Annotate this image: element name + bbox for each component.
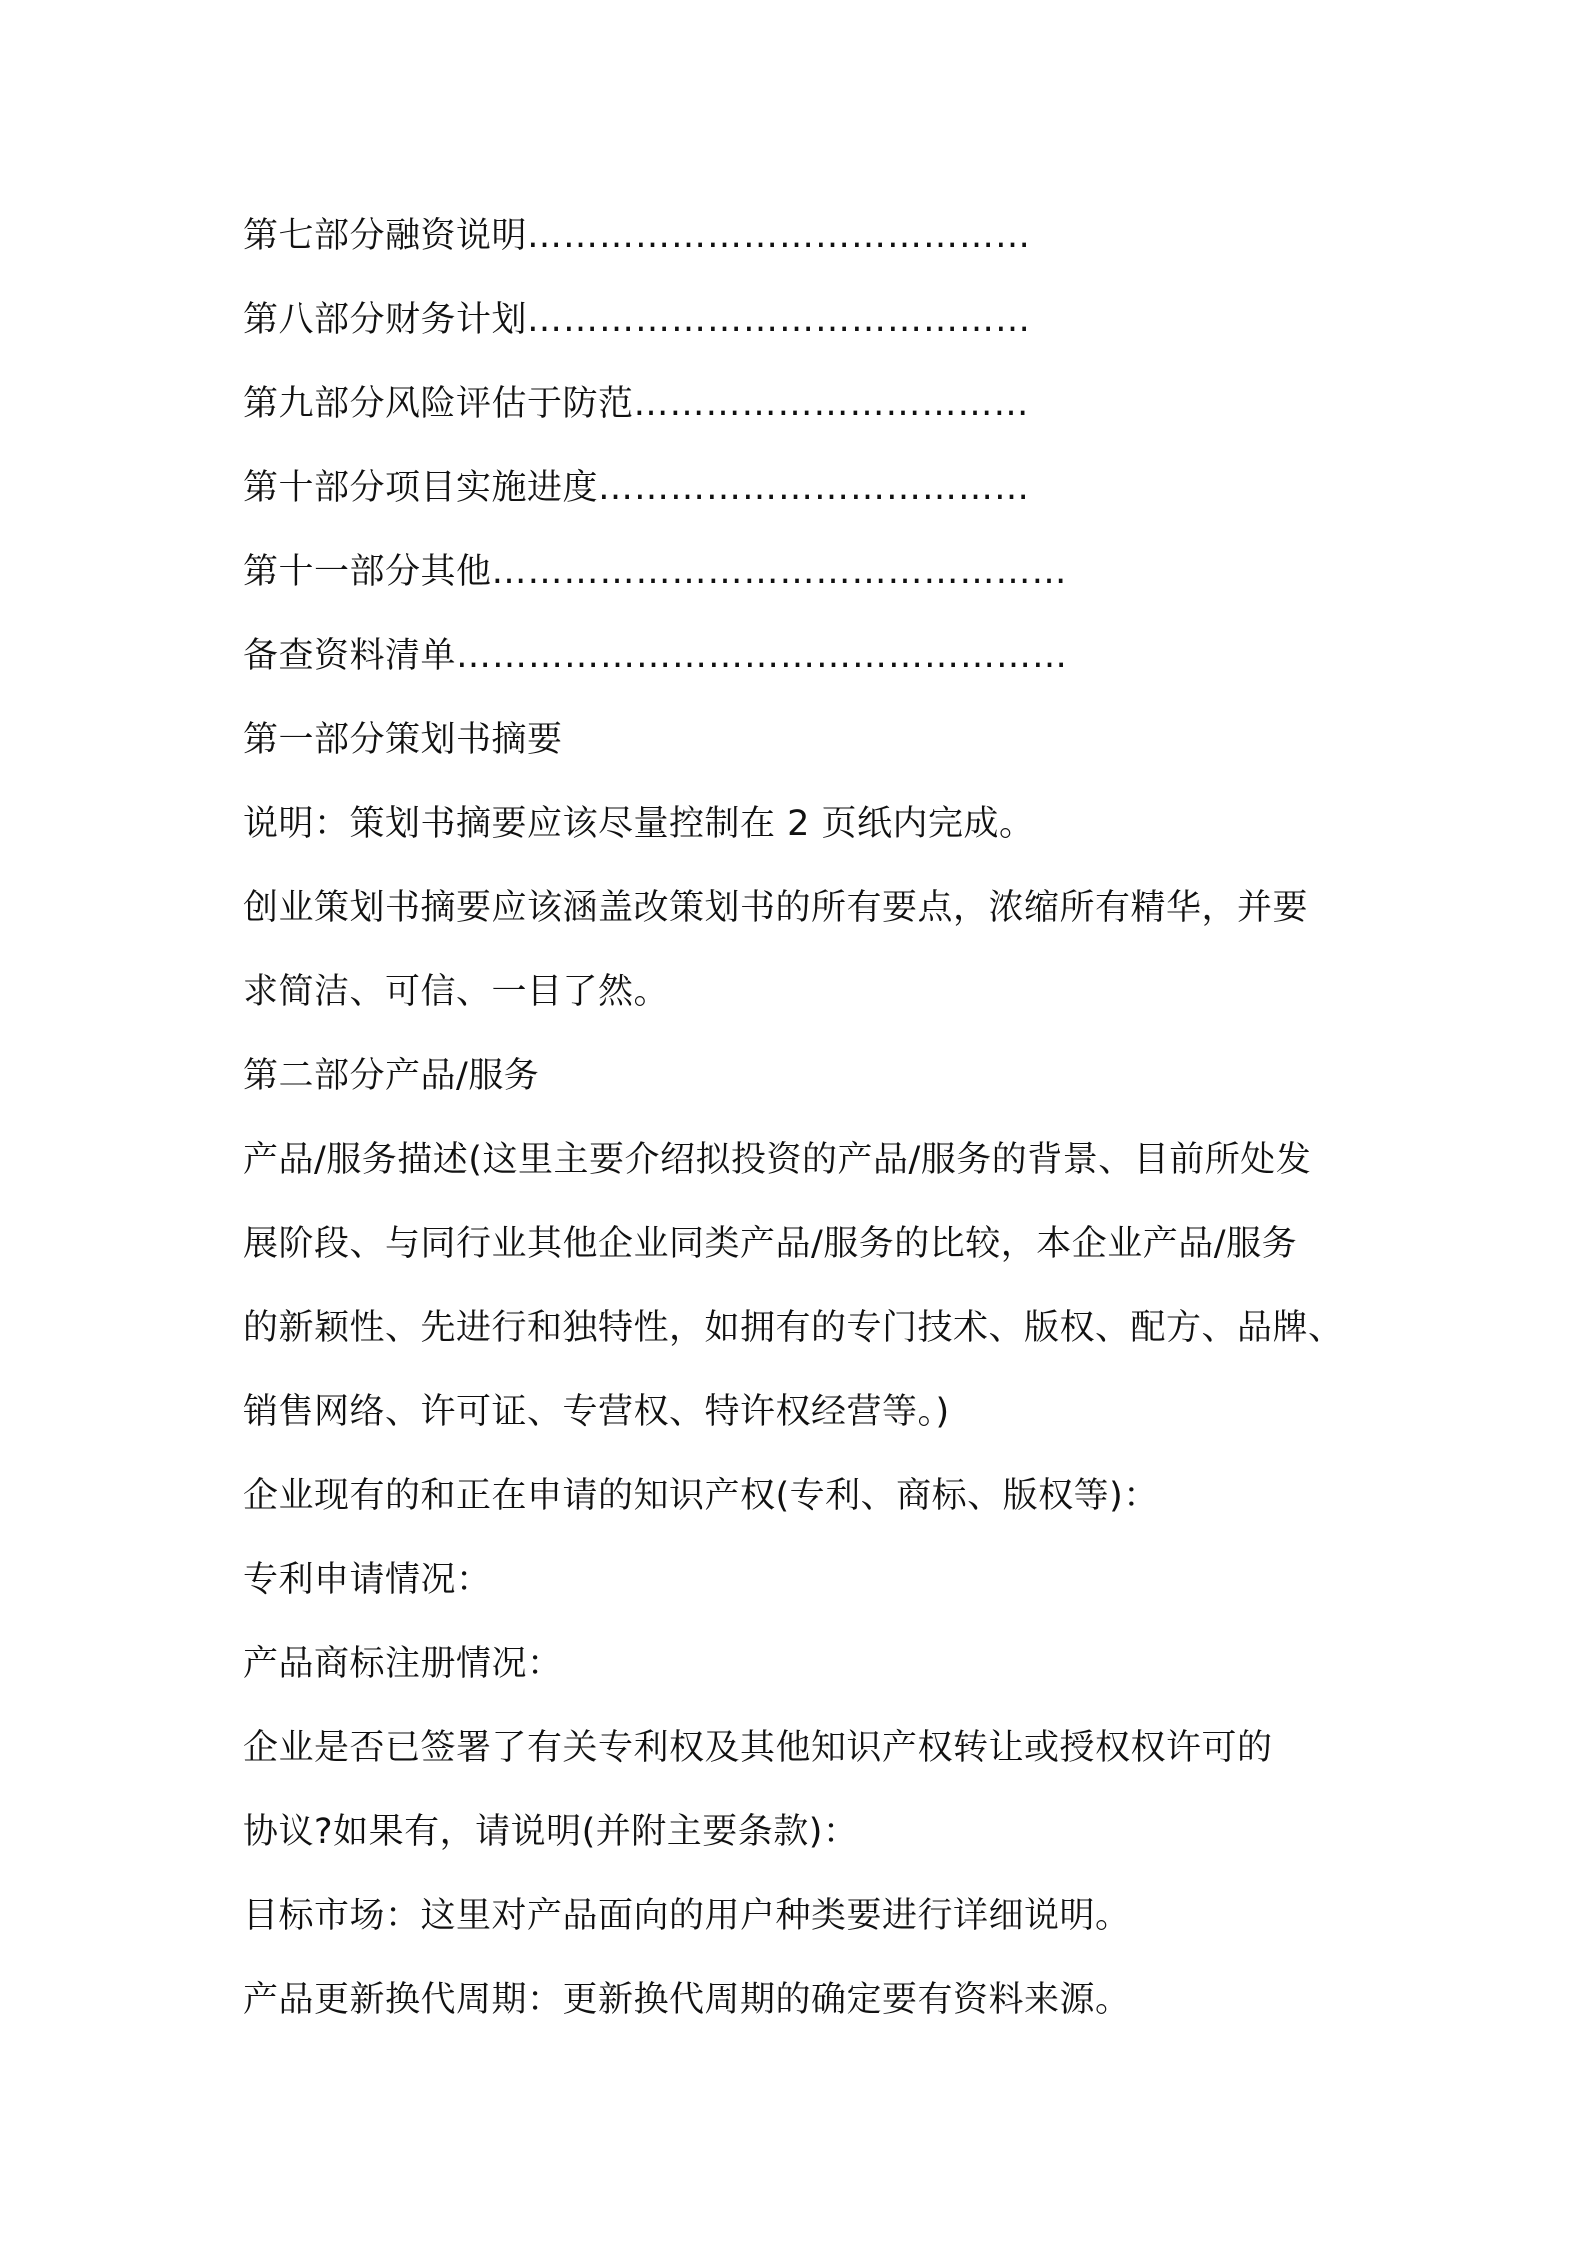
toc-entry <box>243 614 1373 698</box>
body-text-line: 创业策划书摘要应该涵盖改策划书的所有要点，浓缩所有精华，并要 <box>243 888 1309 928</box>
toc-entry <box>243 362 1373 446</box>
toc-entry-title: 备查资料清单 <box>243 636 457 676</box>
toc-leader-dots: …………………………………… <box>527 300 1032 340</box>
toc-leader-dots: …………………………… <box>633 384 1030 424</box>
body-text-line: 展阶段、与同行业其他企业同类产品/服务的比较，本企业产品/服务 <box>243 1224 1298 1264</box>
toc-entry <box>243 194 1373 278</box>
section-heading-part-one: 第一部分策划书摘要 <box>243 720 563 760</box>
body-text-line: 产品商标注册情况： <box>243 1644 563 1684</box>
toc-entry-title: 第九部分风险评估于防范 <box>243 384 634 424</box>
body-text-line: 专利申请情况： <box>243 1560 492 1600</box>
body-text-line: 产品/服务描述(这里主要介绍拟投资的产品/服务的背景、目前所处发 <box>243 1140 1312 1180</box>
section-heading-part-two: 第二部分产品/服务 <box>243 1056 540 1096</box>
toc-leader-dots: …………………………………………… <box>456 636 1069 676</box>
toc-leader-dots: ……………………………… <box>598 468 1031 508</box>
toc-leader-dots: ………………………………………… <box>491 552 1068 592</box>
toc-entry-title: 第十部分项目实施进度 <box>243 468 599 508</box>
toc-entry-title: 第七部分融资说明 <box>243 216 528 256</box>
body-text-line: 求简洁、可信、一目了然。 <box>243 972 670 1012</box>
toc-leader-dots: …………………………………… <box>527 216 1032 256</box>
toc-entry <box>243 278 1373 362</box>
body-text-line: 的新颖性、先进行和独特性，如拥有的专门技术、版权、配方、品牌、 <box>243 1308 1344 1348</box>
toc-entry-title: 第八部分财务计划 <box>243 300 528 340</box>
body-section <box>243 698 1373 2042</box>
toc-entry-title: 第十一部分其他 <box>243 552 492 592</box>
toc-section <box>243 194 1373 698</box>
body-text-line: 目标市场：这里对产品面向的用户种类要进行详细说明。 <box>243 1896 1131 1936</box>
toc-entry <box>243 530 1373 614</box>
body-text-line: 企业现有的和正在申请的知识产权(专利、商标、版权等)： <box>243 1476 1159 1516</box>
toc-entry <box>243 446 1373 530</box>
body-text-line: 说明：策划书摘要应该尽量控制在 2 页纸内完成。 <box>243 804 1035 844</box>
document-page <box>243 194 1373 2042</box>
body-text-line: 销售网络、许可证、专营权、特许权经营等。) <box>243 1392 950 1432</box>
body-text-line: 企业是否已签署了有关专利权及其他知识产权转让或授权权许可的 <box>243 1728 1273 1768</box>
body-text-line: 产品更新换代周期：更新换代周期的确定要有资料来源。 <box>243 1980 1131 2020</box>
body-text-line: 协议?如果有，请说明(并附主要条款)： <box>243 1812 859 1852</box>
